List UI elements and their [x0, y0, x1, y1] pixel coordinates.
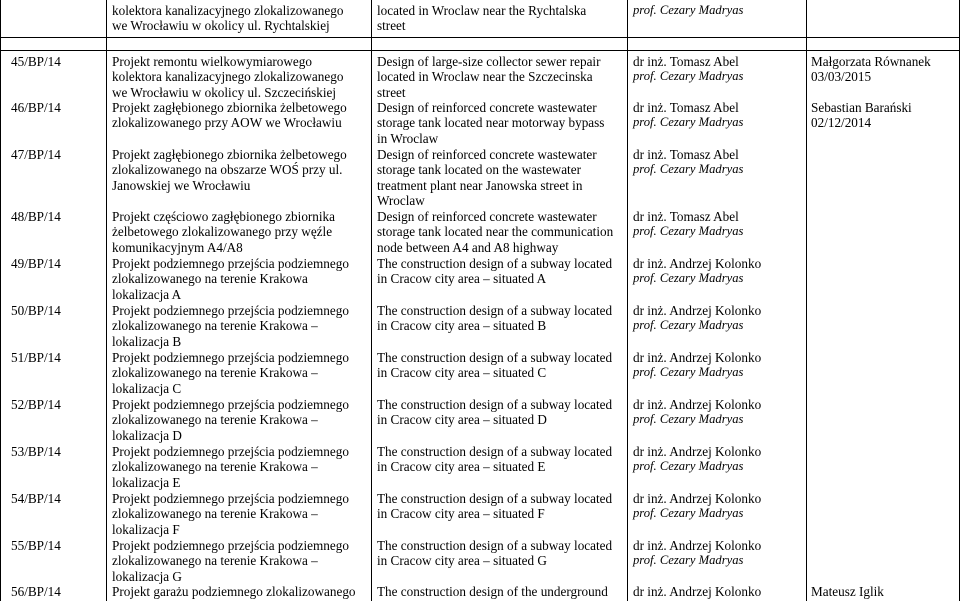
thesis-title-pl: lokalizacja E	[112, 474, 181, 490]
review-date: 03/03/2015	[811, 69, 872, 85]
thesis-title-pl: kolektora kanalizacyjnego zlokalizowanego	[112, 3, 344, 18]
thesis-title-pl: zlokalizowanego na terenie Krakowa –	[112, 318, 318, 334]
thesis-number: 45/BP/14	[11, 54, 61, 69]
thesis-title-pl: Projekt częściowo zagłębionego zbiornika	[112, 209, 336, 224]
thesis-title-en: in Wroclaw	[377, 130, 439, 146]
column-divider	[371, 0, 372, 601]
thesis-title-en: street	[377, 84, 406, 100]
thesis-number: 51/BP/14	[11, 350, 61, 365]
thesis-title-en: in Cracow city area – situated E	[377, 459, 546, 475]
thesis-title-pl: Projekt podziemnego przejścia podziemnego	[112, 538, 349, 553]
supervisor-name: dr inż. Andrzej Kolonko	[633, 444, 762, 459]
thesis-number: 49/BP/14	[11, 256, 61, 271]
column-divider	[627, 0, 628, 601]
thesis-title-pl: zlokalizowanego na terenie Krakowa –	[112, 412, 318, 428]
thesis-title-pl: lokalizacja F	[112, 521, 180, 537]
row-divider	[0, 37, 960, 38]
thesis-title-pl: Projekt podziemnego przejścia podziemnego	[112, 444, 349, 459]
thesis-title-pl: komunikacyjnym A4/A8	[112, 239, 243, 255]
supervisor-name: prof. Cezary Madryas	[633, 271, 744, 286]
thesis-title-pl: Projekt podziemnego przejścia podziemnego	[112, 397, 349, 412]
thesis-title-pl: zlokalizowanego na terenie Krakowa –	[112, 553, 318, 569]
thesis-title-en: The construction design of a subway located	[377, 397, 613, 412]
supervisor-name: prof. Cezary Madryas	[633, 115, 744, 130]
thesis-title-en: node between A4 and A8 highway	[377, 239, 559, 255]
supervisor-name: dr inż. Andrzej Kolonko	[633, 256, 762, 271]
thesis-title-en: in Cracow city area – situated A	[377, 271, 547, 287]
thesis-title-en: Design of reinforced concrete wastewater	[377, 147, 597, 162]
thesis-number: 46/BP/14	[11, 100, 61, 115]
thesis-number: 56/BP/14	[11, 584, 61, 599]
thesis-title-en: storage tank located on the wastewater	[377, 162, 581, 178]
thesis-title-pl: Janowskiej we Wrocławiu	[112, 177, 251, 193]
thesis-title-en: in Cracow city area – situated G	[377, 553, 547, 569]
supervisor-name: dr inż. Andrzej Kolonko	[633, 491, 762, 506]
thesis-title-pl: lokalizacja A	[112, 286, 182, 302]
supervisor-name: dr inż. Andrzej Kolonko	[633, 303, 762, 318]
thesis-title-en: The construction design of a subway located	[377, 303, 613, 318]
supervisor-name: prof. Cezary Madryas	[633, 318, 744, 333]
thesis-title-pl: żelbetowego zlokalizowanego przy węźle	[112, 224, 333, 240]
thesis-title-en: located in Wroclaw near the Rychtalska	[377, 3, 587, 18]
thesis-title-en: The construction design of the underground	[377, 584, 608, 599]
supervisor-name: prof. Cezary Madryas	[633, 412, 744, 427]
column-divider	[0, 0, 1, 601]
thesis-title-en: in Cracow city area – situated C	[377, 365, 547, 381]
thesis-title-en: in Cracow city area – situated D	[377, 412, 547, 428]
thesis-number: 50/BP/14	[11, 303, 61, 318]
thesis-title-en: located in Wroclaw near the Szczecinska	[377, 69, 593, 85]
thesis-title-en: Design of large-size collector sewer repair	[377, 54, 601, 69]
thesis-title-en: in Cracow city area – situated B	[377, 318, 547, 334]
thesis-title-pl: lokalizacja B	[112, 333, 182, 349]
thesis-title-pl: zlokalizowanego na obszarze WOŚ przy ul.	[112, 162, 343, 178]
supervisor-name: dr inż. Tomasz Abel	[633, 54, 739, 69]
supervisor-name: dr inż. Tomasz Abel	[633, 147, 739, 162]
supervisor-name: prof. Cezary Madryas	[633, 365, 744, 380]
supervisor-name: dr inż. Andrzej Kolonko	[633, 584, 762, 599]
supervisor-name: prof. Cezary Madryas	[633, 553, 744, 568]
supervisor-name: prof. Cezary Madryas	[633, 506, 744, 521]
thesis-number: 54/BP/14	[11, 491, 61, 506]
review-date: 02/12/2014	[811, 115, 872, 131]
thesis-title-pl: Projekt garażu podziemnego zlokalizowanego	[112, 584, 356, 599]
thesis-title-pl: lokalizacja D	[112, 427, 182, 443]
thesis-title-pl: zlokalizowanego przy AOW we Wrocławiu	[112, 115, 342, 131]
thesis-title-pl: Projekt podziemnego przejścia podziemnego	[112, 303, 349, 318]
thesis-title-pl: kolektora kanalizacyjnego zlokalizowanego	[112, 69, 344, 85]
thesis-number: 47/BP/14	[11, 147, 61, 162]
supervisor-name: prof. Cezary Madryas	[633, 459, 744, 474]
supervisor-name: dr inż. Tomasz Abel	[633, 209, 739, 224]
thesis-title-pl: Projekt zagłębionego zbiornika żelbetowego	[112, 100, 347, 115]
supervisor-name: dr inż. Andrzej Kolonko	[633, 397, 762, 412]
reviewer-name: Sebastian Barański	[811, 100, 912, 115]
thesis-title-en: storage tank located near the communication	[377, 224, 614, 240]
supervisor-name: dr inż. Andrzej Kolonko	[633, 350, 762, 365]
row-divider	[0, 50, 960, 51]
thesis-title-pl: zlokalizowanego na terenie Krakowa –	[112, 506, 318, 522]
column-divider	[106, 0, 107, 601]
thesis-number: 53/BP/14	[11, 444, 61, 459]
thesis-title-en: The construction design of a subway located	[377, 444, 613, 459]
supervisor-name: dr inż. Tomasz Abel	[633, 100, 739, 115]
column-divider	[806, 0, 807, 601]
thesis-number: 48/BP/14	[11, 209, 61, 224]
thesis-title-en: The construction design of a subway located	[377, 350, 613, 365]
thesis-title-pl: zlokalizowanego na terenie Krakowa	[112, 271, 308, 287]
thesis-title-en: storage tank located near motorway bypass	[377, 115, 605, 131]
thesis-title-pl: we Wrocławiu w okolicy ul. Rychtalskiej	[112, 18, 330, 34]
thesis-title-pl: lokalizacja C	[112, 380, 182, 396]
thesis-title-pl: Projekt podziemnego przejścia podziemnego	[112, 491, 349, 506]
thesis-number: 55/BP/14	[11, 538, 61, 553]
supervisor-name: dr inż. Andrzej Kolonko	[633, 538, 762, 553]
thesis-title-en: The construction design of a subway located	[377, 538, 613, 553]
thesis-title-pl: lokalizacja G	[112, 568, 182, 584]
thesis-title-en: The construction design of a subway located	[377, 256, 613, 271]
supervisor-name: prof. Cezary Madryas	[633, 162, 744, 177]
thesis-title-en: The construction design of a subway located	[377, 491, 613, 506]
thesis-title-pl: zlokalizowanego na terenie Krakowa –	[112, 459, 318, 475]
reviewer-name: Mateusz Iglik	[811, 584, 884, 599]
thesis-title-en: Wroclaw	[377, 193, 425, 209]
thesis-title-pl: Projekt remontu wielkowymiarowego	[112, 54, 312, 69]
thesis-title-en: street	[377, 18, 406, 34]
reviewer-name: Małgorzata Równanek	[811, 54, 931, 69]
thesis-title-pl: we Wrocławiu w okolicy ul. Szczecińskiej	[112, 84, 337, 100]
thesis-title-pl: zlokalizowanego na terenie Krakowa –	[112, 365, 318, 381]
thesis-title-en: treatment plant near Janowska street in	[377, 177, 583, 193]
supervisor-name: prof. Cezary Madryas	[633, 224, 744, 239]
supervisor-name: prof. Cezary Madryas	[633, 69, 744, 84]
thesis-title-pl: Projekt podziemnego przejścia podziemnego	[112, 256, 349, 271]
thesis-title-pl: Projekt zagłębionego zbiornika żelbetowego	[112, 147, 347, 162]
thesis-title-en: Design of reinforced concrete wastewater	[377, 209, 597, 224]
supervisor-name: prof. Cezary Madryas	[633, 3, 744, 17]
thesis-number: 52/BP/14	[11, 397, 61, 412]
thesis-title-pl: Projekt podziemnego przejścia podziemnego	[112, 350, 349, 365]
thesis-title-en: in Cracow city area – situated F	[377, 506, 545, 522]
thesis-title-en: Design of reinforced concrete wastewater	[377, 100, 597, 115]
